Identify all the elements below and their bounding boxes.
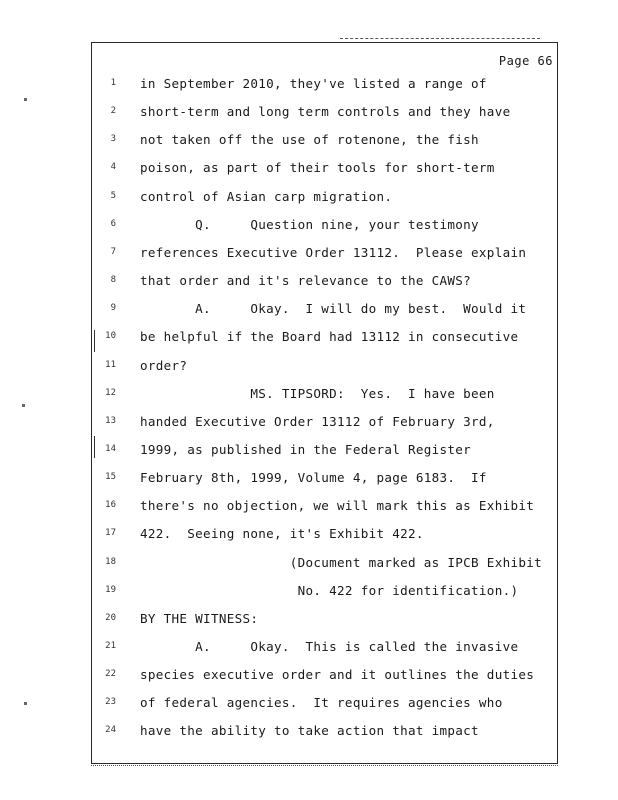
line-number: 4 [110,162,116,173]
transcript-line [0,76,618,96]
line-text: A. Okay. I will do my best. Would it [140,301,527,317]
line-text: species executive order and it outlines the duties [140,667,535,683]
line-number: 16 [105,500,116,511]
line-number: 20 [105,612,116,623]
page-number: Page 66 [498,54,553,68]
line-number: 24 [105,725,116,736]
line-number: 12 [105,387,116,398]
transcript-line [0,723,618,743]
line-number: 13 [105,415,116,426]
transcript-line [0,132,618,152]
transcript-line [0,667,618,687]
transcript-line [0,189,618,209]
line-text: be helpful if the Board had 13112 in consecutive [140,329,519,345]
transcript-line [0,695,618,715]
line-number: 3 [110,134,116,145]
transcript-line [0,414,618,434]
line-text: in September 2010, they've listed a range of [140,76,487,91]
line-text: of federal agencies. It requires agencies who [140,695,503,711]
transcript-line [0,273,618,293]
line-text: there's no objection, we will mark this as Exhibit [140,498,535,514]
line-text: MS. TIPSORD: Yes. I have been [140,385,495,401]
line-number: 19 [105,584,116,595]
transcript-line [0,470,618,490]
transcript-line [0,358,618,378]
line-text: February 8th, 1999, Volume 4, page 6183. If [140,470,487,486]
line-text: handed Executive Order 13112 of February 3rd, [140,413,495,429]
line-number: 11 [105,359,116,370]
transcript-line [0,301,618,321]
transcript-line [0,526,618,546]
line-text: short-term and long term controls and they have [140,104,511,120]
line-number: 14 [105,443,116,454]
transcript-line [0,386,618,406]
line-text: order? [140,357,188,373]
transcript-line [0,217,618,237]
line-number: 18 [105,556,116,567]
line-text: A. Okay. This is called the invasive [140,639,519,654]
line-number: 1 [110,78,116,88]
transcript-line [0,498,618,518]
line-text: No. 422 for identification.) [140,582,519,598]
transcript-line [0,329,618,349]
line-number: 23 [105,697,116,708]
line-number: 22 [105,669,116,680]
line-number: 8 [110,275,116,286]
line-number: 15 [105,472,116,483]
line-text: have the ability to take action that impact [140,723,479,739]
transcript-line [0,442,618,462]
line-text: 1999, as published in the Federal Register [140,441,472,457]
transcript-line [0,639,618,659]
transcript-line [0,160,618,180]
line-number: 2 [110,106,116,117]
line-text: that order and it's relevance to the CAWS? [140,273,472,289]
line-number: 7 [110,246,116,257]
transcript-line [0,245,618,265]
transcript-line [0,583,618,603]
line-text: (Document marked as IPCB Exhibit [140,554,542,570]
transcript-line [0,555,618,575]
line-text: references Executive Order 13112. Please explain [140,244,527,260]
line-number: 5 [110,190,116,201]
line-text: Q. Question nine, your testimony [140,216,479,232]
line-text: poison, as part of their tools for short-term [140,160,495,176]
line-number: 6 [110,218,116,229]
line-text: 422. Seeing none, it's Exhibit 422. [140,526,424,542]
line-number: 21 [105,641,116,651]
line-number: 10 [105,331,116,342]
line-number: 9 [110,303,116,314]
line-text: control of Asian carp migration. [140,188,393,204]
line-text: not taken off the use of rotenone, the fish [140,132,479,148]
transcript-line [0,104,618,124]
line-text: BY THE WITNESS: [140,610,259,626]
transcript-line [0,611,618,631]
line-number: 17 [105,528,116,539]
